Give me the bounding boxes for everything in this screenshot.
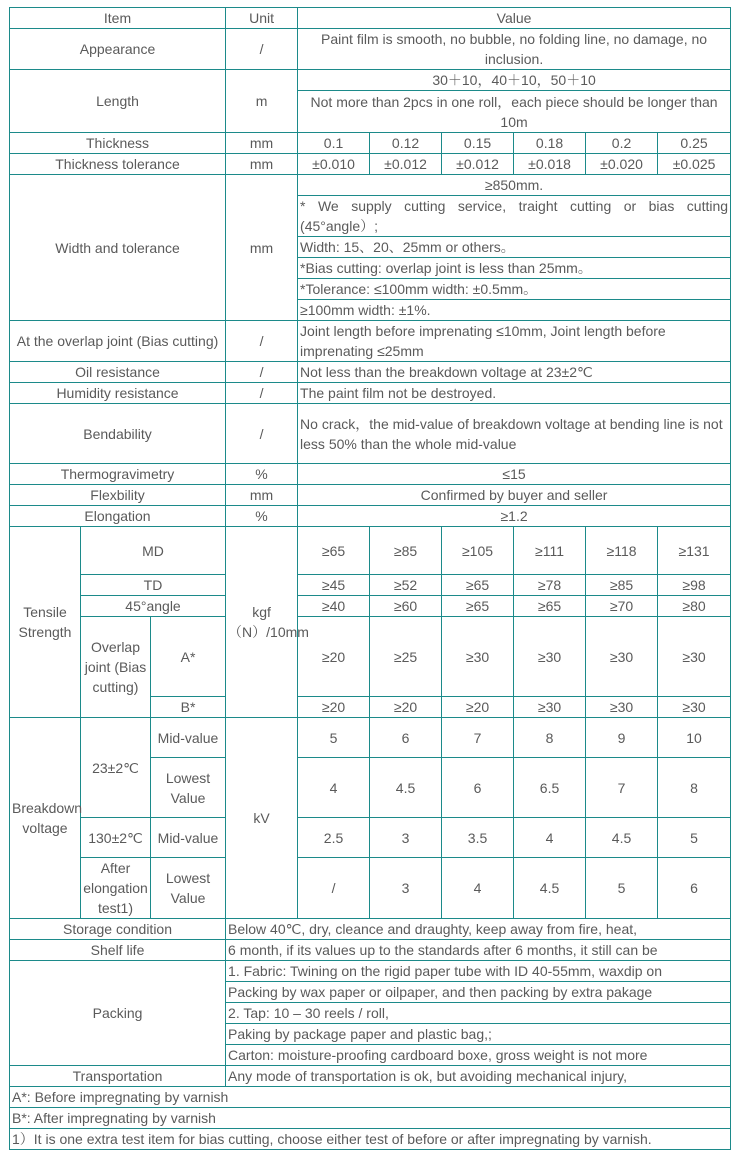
width-line: ≥100mm width: ±1%. bbox=[298, 300, 731, 321]
breakdown-t23: 23±2℃ bbox=[81, 718, 151, 818]
breakdown-low2-value: 6 bbox=[658, 858, 731, 919]
breakdown-unit: kV bbox=[226, 718, 298, 919]
tensile-a-value: ≥30 bbox=[442, 617, 514, 697]
breakdown-mid1-value: 9 bbox=[586, 718, 658, 758]
thermogravimetry-item: Thermogravimetry bbox=[10, 464, 226, 485]
elongation-value: ≥1.2 bbox=[298, 506, 731, 527]
length-row bbox=[10, 70, 731, 91]
length-value-2: Not more than 2pcs in one roll，each piece should be longer than 10m bbox=[298, 91, 731, 133]
tensile-md-value: ≥131 bbox=[658, 527, 731, 575]
elongation-item: Elongation bbox=[10, 506, 226, 527]
oil-resistance-row bbox=[10, 362, 731, 383]
note-a: A*: Before impregnating by varnish bbox=[10, 1087, 731, 1108]
breakdown-low2-label: Lowest Value bbox=[151, 858, 226, 919]
flexibility-item: Flexbility bbox=[10, 485, 226, 506]
shelf-item: Shelf life bbox=[10, 940, 226, 961]
tensile-md-value: ≥65 bbox=[298, 527, 370, 575]
appearance-value: Paint film is smooth, no bubble, no folding line, no damage, no inclusion. bbox=[298, 29, 731, 70]
note-row bbox=[10, 1108, 731, 1129]
tensile-b-value: ≥30 bbox=[658, 697, 731, 718]
thickness-tolerance-value: ±0.010 bbox=[298, 154, 370, 175]
breakdown-mid2-value: 3.5 bbox=[442, 818, 514, 858]
breakdown-mid1-value: 8 bbox=[514, 718, 586, 758]
bendability-unit: / bbox=[226, 404, 298, 464]
breakdown-low1-value: 7 bbox=[586, 758, 658, 818]
flexibility-row bbox=[10, 485, 731, 506]
tensile-b-value: ≥30 bbox=[586, 697, 658, 718]
tensile-td-value: ≥45 bbox=[298, 575, 370, 596]
tensile-b-value: ≥30 bbox=[514, 697, 586, 718]
breakdown-item: Breakdown voltage bbox=[10, 718, 81, 919]
storage-item: Storage condition bbox=[10, 919, 226, 940]
overlap-joint-unit: / bbox=[226, 321, 298, 362]
tensile-a-value: ≥20 bbox=[298, 617, 370, 697]
note-row bbox=[10, 1129, 731, 1150]
tensile-angle-value: ≥60 bbox=[370, 596, 442, 617]
tensile-a-row bbox=[10, 617, 731, 697]
breakdown-mid1-value: 5 bbox=[298, 718, 370, 758]
thickness-unit: mm bbox=[226, 133, 298, 154]
thickness-tolerance-value: ±0.012 bbox=[370, 154, 442, 175]
breakdown-low1-label: Lowest Value bbox=[151, 758, 226, 818]
packing-line: 1. Fabric: Twining on the rigid paper tube with ID 40-55mm, waxdip on bbox=[226, 961, 731, 982]
thickness-value: 0.15 bbox=[442, 133, 514, 154]
bendability-value: No crack，the mid-value of breakdown voltage at bending line is not less 50% than the whole mid-value bbox=[298, 404, 731, 464]
tensile-td-label: TD bbox=[81, 575, 226, 596]
width-line: Width: 15、20、25mm or others。 bbox=[298, 237, 731, 258]
breakdown-mid2-value: 4 bbox=[514, 818, 586, 858]
thickness-value: 0.1 bbox=[298, 133, 370, 154]
tensile-md-value: ≥111 bbox=[514, 527, 586, 575]
breakdown-low1-value: 4.5 bbox=[370, 758, 442, 818]
bendability-item: Bendability bbox=[10, 404, 226, 464]
tensile-angle-row bbox=[10, 596, 731, 617]
breakdown-mid1-value: 10 bbox=[658, 718, 731, 758]
packing-line: Packing by wax paper or oilpaper, and then packing by extra pakage bbox=[226, 982, 731, 1003]
breakdown-mid2-value: 4.5 bbox=[586, 818, 658, 858]
header-value: Value bbox=[298, 8, 731, 29]
thickness-tolerance-value: ±0.012 bbox=[442, 154, 514, 175]
packing-item: Packing bbox=[10, 961, 226, 1066]
flexibility-value: Confirmed by buyer and seller bbox=[298, 485, 731, 506]
tensile-a-value: ≥30 bbox=[586, 617, 658, 697]
thermogravimetry-row bbox=[10, 464, 731, 485]
transport-item: Transportation bbox=[10, 1066, 226, 1087]
tensile-b-value: ≥20 bbox=[298, 697, 370, 718]
breakdown-low2-value: 5 bbox=[586, 858, 658, 919]
breakdown-mid1-value: 7 bbox=[442, 718, 514, 758]
tensile-angle-value: ≥65 bbox=[442, 596, 514, 617]
storage-row bbox=[10, 919, 731, 940]
tensile-td-value: ≥78 bbox=[514, 575, 586, 596]
thickness-value: 0.2 bbox=[586, 133, 658, 154]
breakdown-mid2-value: 3 bbox=[370, 818, 442, 858]
thermogravimetry-value: ≤15 bbox=[298, 464, 731, 485]
packing-line: Paking by package paper and plastic bag,; bbox=[226, 1024, 731, 1045]
shelf-value: 6 month, if its values up to the standards after 6 months, it still can be bbox=[226, 940, 731, 961]
tensile-overlap-label: Overlap joint (Bias cutting) bbox=[81, 617, 151, 718]
thickness-tolerance-row bbox=[10, 154, 731, 175]
header-row bbox=[10, 8, 731, 29]
thickness-tolerance-value: ±0.018 bbox=[514, 154, 586, 175]
shelf-row bbox=[10, 940, 731, 961]
breakdown-mid1-row bbox=[10, 718, 731, 758]
packing-line: 2. Tap: 10 – 30 reels / roll, bbox=[226, 1003, 731, 1024]
note-row bbox=[10, 1087, 731, 1108]
appearance-row bbox=[10, 29, 731, 70]
tensile-a-value: ≥30 bbox=[514, 617, 586, 697]
breakdown-low2-value: 3 bbox=[370, 858, 442, 919]
oil-resistance-value: Not less than the breakdown voltage at 23±2℃ bbox=[298, 362, 731, 383]
thickness-tolerance-unit: mm bbox=[226, 154, 298, 175]
breakdown-low2-value: / bbox=[298, 858, 370, 919]
tensile-md-value: ≥118 bbox=[586, 527, 658, 575]
width-item: Width and tolerance bbox=[10, 175, 226, 321]
tensile-md-row bbox=[10, 527, 731, 575]
tensile-a-label: A* bbox=[151, 617, 226, 697]
appearance-unit: / bbox=[226, 29, 298, 70]
packing-line: Carton: moisture-proofing cardboard boxe, gross weight is not more bbox=[226, 1045, 731, 1066]
humidity-resistance-value: The paint film not be destroyed. bbox=[298, 383, 731, 404]
breakdown-low1-value: 6 bbox=[442, 758, 514, 818]
oil-resistance-unit: / bbox=[226, 362, 298, 383]
header-unit: Unit bbox=[226, 8, 298, 29]
breakdown-low1-value: 8 bbox=[658, 758, 731, 818]
breakdown-low2-value: 4 bbox=[442, 858, 514, 919]
bendability-row bbox=[10, 404, 731, 464]
breakdown-low2-row bbox=[10, 858, 731, 919]
breakdown-low1-value: 4 bbox=[298, 758, 370, 818]
breakdown-mid2-value: 2.5 bbox=[298, 818, 370, 858]
thickness-value: 0.25 bbox=[658, 133, 731, 154]
transport-row bbox=[10, 1066, 731, 1087]
thickness-row bbox=[10, 133, 731, 154]
thickness-tolerance-item: Thickness tolerance bbox=[10, 154, 226, 175]
breakdown-mid2-label: Mid-value bbox=[151, 818, 226, 858]
packing-row bbox=[10, 961, 731, 982]
thickness-value: 0.18 bbox=[514, 133, 586, 154]
breakdown-mid2-value: 5 bbox=[658, 818, 731, 858]
transport-value: Any mode of transportation is ok, but avoiding mechanical injury, bbox=[226, 1066, 731, 1087]
tensile-b-label: B* bbox=[151, 697, 226, 718]
breakdown-t130: 130±2℃ bbox=[81, 818, 151, 858]
thickness-value: 0.12 bbox=[370, 133, 442, 154]
humidity-resistance-unit: / bbox=[226, 383, 298, 404]
oil-resistance-item: Oil resistance bbox=[10, 362, 226, 383]
humidity-resistance-row bbox=[10, 383, 731, 404]
breakdown-mid2-row bbox=[10, 818, 731, 858]
breakdown-mid1-value: 6 bbox=[370, 718, 442, 758]
width-line: *Bias cutting: overlap joint is less than 25mm。 bbox=[298, 258, 731, 279]
tensile-td-value: ≥65 bbox=[442, 575, 514, 596]
tensile-md-value: ≥85 bbox=[370, 527, 442, 575]
tensile-angle-value: ≥70 bbox=[586, 596, 658, 617]
thermogravimetry-unit: % bbox=[226, 464, 298, 485]
overlap-joint-item: At the overlap joint (Bias cutting) bbox=[10, 321, 226, 362]
elongation-unit: % bbox=[226, 506, 298, 527]
appearance-item: Appearance bbox=[10, 29, 226, 70]
tensile-md-value: ≥105 bbox=[442, 527, 514, 575]
note-b: B*: After impregnating by varnish bbox=[10, 1108, 731, 1129]
length-unit: m bbox=[226, 70, 298, 133]
elongation-row bbox=[10, 506, 731, 527]
width-row bbox=[10, 175, 731, 196]
note-1: 1）It is one extra test item for bias cutting, choose either test of before or after impregnating by varnish. bbox=[10, 1129, 731, 1150]
flexibility-unit: mm bbox=[226, 485, 298, 506]
breakdown-after-label: After elongation test1) bbox=[81, 858, 151, 919]
tensile-b-value: ≥20 bbox=[370, 697, 442, 718]
humidity-resistance-item: Humidity resistance bbox=[10, 383, 226, 404]
tensile-angle-label: 45°angle bbox=[81, 596, 226, 617]
tensile-item: Tensile Strength bbox=[10, 527, 81, 718]
breakdown-low1-value: 6.5 bbox=[514, 758, 586, 818]
thickness-tolerance-value: ±0.025 bbox=[658, 154, 731, 175]
tensile-td-value: ≥98 bbox=[658, 575, 731, 596]
width-line: *Tolerance: ≤100mm width: ±0.5mm。 bbox=[298, 279, 731, 300]
tensile-td-value: ≥52 bbox=[370, 575, 442, 596]
tensile-angle-value: ≥65 bbox=[514, 596, 586, 617]
tensile-a-value: ≥30 bbox=[658, 617, 731, 697]
width-unit: mm bbox=[226, 175, 298, 321]
tensile-a-value: ≥25 bbox=[370, 617, 442, 697]
thickness-tolerance-value: ±0.020 bbox=[586, 154, 658, 175]
tensile-td-value: ≥85 bbox=[586, 575, 658, 596]
width-line: * We supply cutting service, traight cutting or bias cutting (45°angle）; bbox=[298, 196, 731, 237]
width-line: ≥850mm. bbox=[298, 175, 731, 196]
breakdown-mid1-label: Mid-value bbox=[151, 718, 226, 758]
tensile-angle-value: ≥80 bbox=[658, 596, 731, 617]
thickness-item: Thickness bbox=[10, 133, 226, 154]
storage-value: Below 40℃, dry, cleance and draughty, keep away from fire, heat, bbox=[226, 919, 731, 940]
header-item: Item bbox=[10, 8, 226, 29]
length-value-1: 30＋10，40＋10，50＋10 bbox=[298, 70, 731, 91]
length-item: Length bbox=[10, 70, 226, 133]
tensile-unit: kgf（N）/10mm bbox=[226, 527, 298, 718]
overlap-joint-value: Joint length before imprenating ≤10mm, Joint length before imprenating ≤25mm bbox=[298, 321, 731, 362]
breakdown-low2-value: 4.5 bbox=[514, 858, 586, 919]
tensile-angle-value: ≥40 bbox=[298, 596, 370, 617]
tensile-md-label: MD bbox=[81, 527, 226, 575]
tensile-td-row bbox=[10, 575, 731, 596]
tensile-b-value: ≥20 bbox=[442, 697, 514, 718]
overlap-joint-row bbox=[10, 321, 731, 362]
spec-table bbox=[9, 7, 731, 1150]
